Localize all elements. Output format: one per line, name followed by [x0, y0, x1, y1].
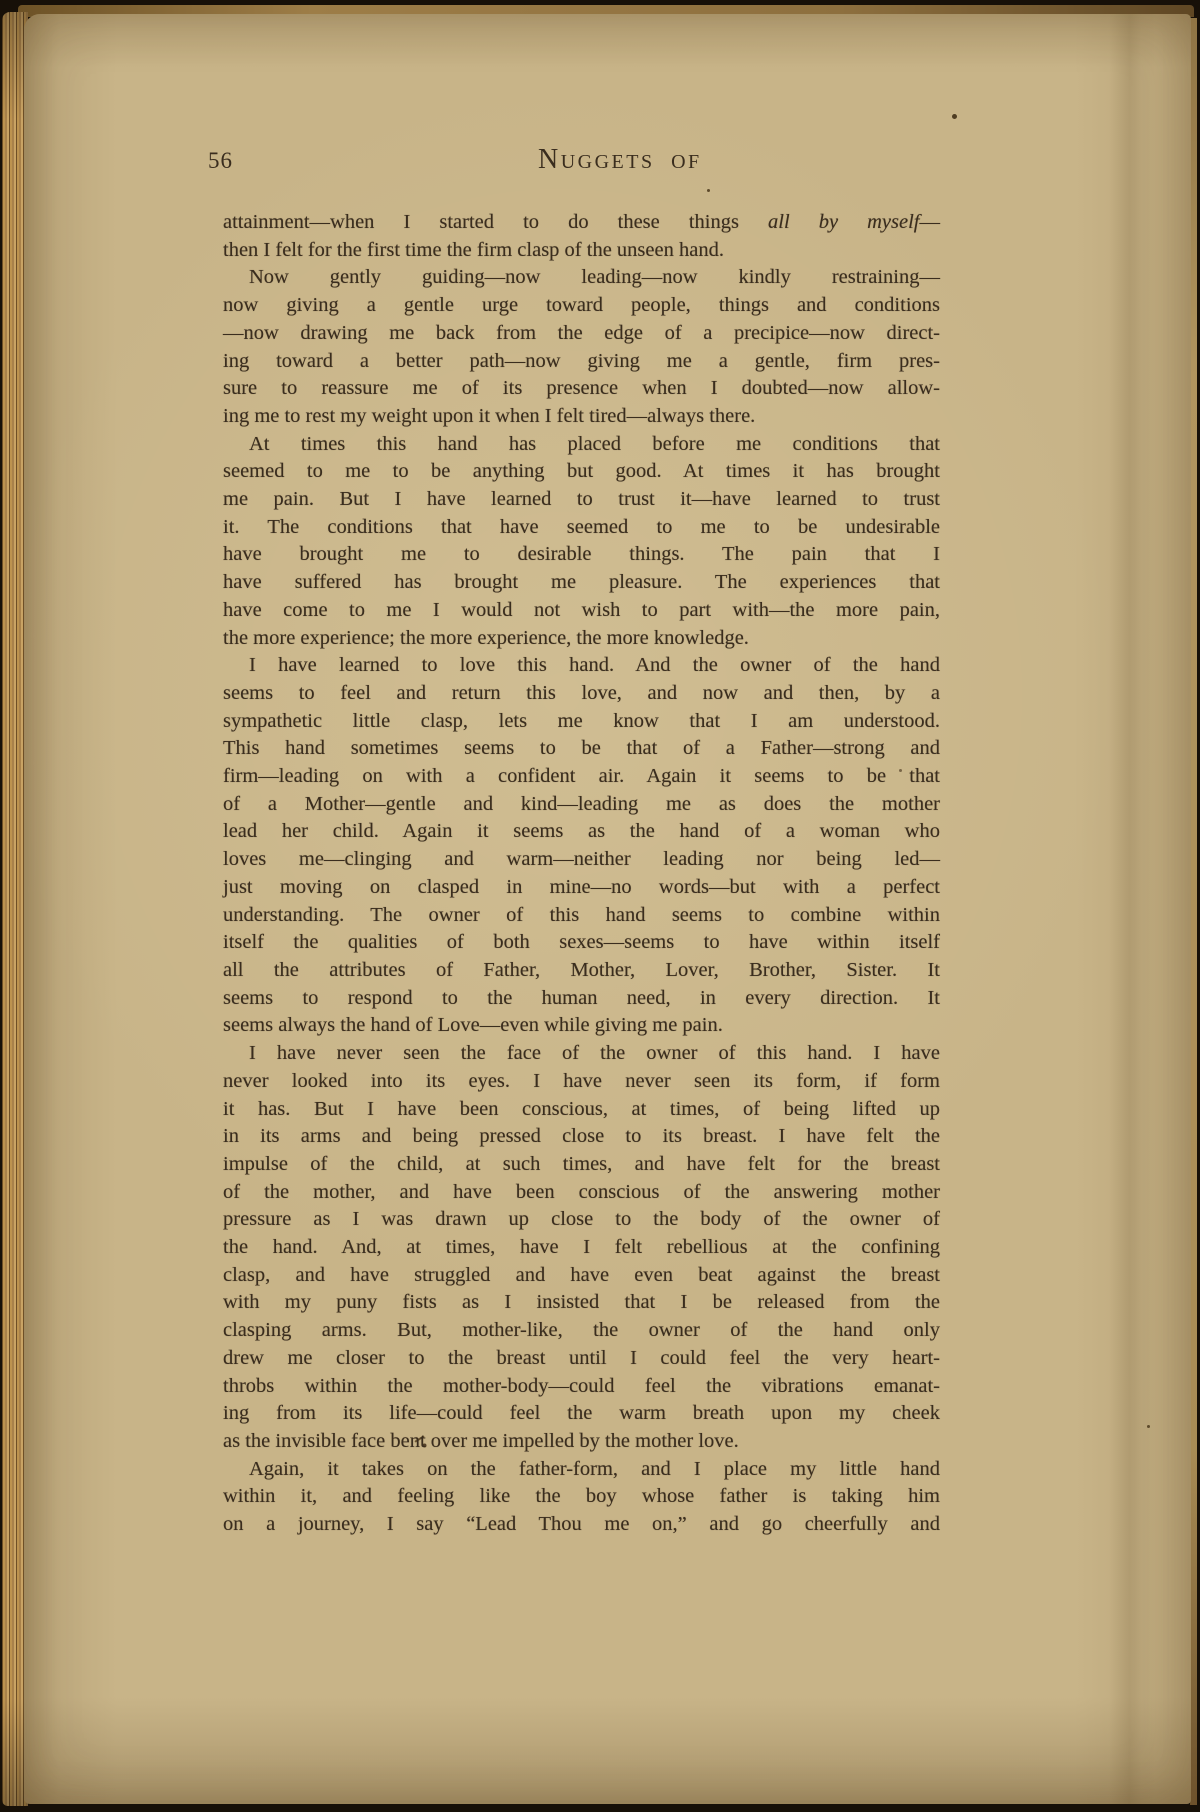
paper-specks: [24, 14, 27, 17]
text-line: seemed to me to be anything but good. At times it has brought: [223, 460, 940, 483]
running-header: Nuggets of: [538, 144, 702, 175]
text-line: At times this hand has placed before me conditions that: [249, 432, 940, 455]
text-line: attainment—when I started to do these things all by myself—: [223, 211, 940, 233]
text-line: Again, it takes on the father-form, and I place my little hand: [249, 1457, 940, 1480]
text-line: the hand. And, at times, have I felt rebellious at the confining: [223, 1236, 940, 1259]
text-line: me pain. But I have learned to trust it—have learned to trust: [223, 488, 940, 511]
text-line: loves me—clinging and warm—neither leading nor being led—: [223, 848, 940, 871]
text-line: all the attributes of Father, Mother, Lover, Brother, Sister. It: [223, 958, 940, 981]
text-line: pressure as I was drawn up close to the body of the owner of: [223, 1208, 940, 1231]
text-line: I have never seen the face of the owner of this hand. I have: [249, 1042, 940, 1065]
text-line: firm—leading on with a confident air. Again it seems to be that: [223, 765, 940, 788]
text-line: it has. But I have been conscious, at times, of being lifted up: [223, 1097, 940, 1120]
text-line: now giving a gentle urge toward people, things and conditions: [223, 294, 940, 317]
text-line: have brought me to desirable things. The pain that I: [223, 543, 940, 566]
text-line: drew me closer to the breast until I could feel the very heart-: [223, 1346, 940, 1369]
text-line: itself the qualities of both sexes—seems to have within itself: [223, 931, 940, 954]
text-line: sympathetic little clasp, lets me know that I am understood.: [223, 709, 940, 732]
text-line: then I felt for the first time the firm clasp of the unseen hand.: [223, 238, 724, 261]
text-line: just moving on clasped in mine—no words—but with a perfect: [223, 875, 940, 898]
text-line: in its arms and being pressed close to its breast. I have felt the: [223, 1125, 940, 1148]
text-line: ing from its life—could feel the warm breath upon my cheek: [223, 1402, 940, 1425]
text-line: Now gently guiding—now leading—now kindly restraining—: [249, 266, 940, 289]
text-line: understanding. The owner of this hand seems to combine within: [223, 903, 940, 926]
under-page-edge: [1190, 18, 1197, 1805]
text-line: ing me to rest my weight upon it when I felt tired—always there.: [223, 404, 756, 427]
text-line: This hand sometimes seems to be that of a Father—strong and: [223, 737, 940, 760]
text-line: on a journey, I say “Lead Thou me on,” and go cheerfully and: [223, 1513, 940, 1536]
paragraph: [223, 652, 940, 1040]
text-line: throbs within the mother-body—could feel the vibrations emanat-: [223, 1374, 940, 1397]
paragraph: [223, 264, 940, 430]
text-line: seems always the hand of Love—even while giving me pain.: [223, 1014, 723, 1037]
text-line: lead her child. Again it seems as the hand of a woman who: [223, 820, 940, 843]
text-line: it. The conditions that have seemed to me to be undesirable: [223, 515, 940, 538]
text-line: have suffered has brought me pleasure. The experiences that: [223, 571, 940, 594]
text-line: within it, and feeling like the boy whose father is taking him: [223, 1485, 940, 1508]
book-page: [24, 14, 1191, 1804]
paragraph: [223, 209, 940, 264]
text-line: I have learned to love this hand. And the owner of the hand: [249, 654, 940, 677]
text-line: of the mother, and have been conscious of the answering mother: [223, 1180, 940, 1203]
text-line: —now drawing me back from the edge of a precipice—now direct-: [223, 321, 940, 344]
text-line: with my puny fists as I insisted that I be released from the: [223, 1291, 940, 1314]
gutter-shadow: [1109, 14, 1155, 1804]
text-line: impulse of the child, at such times, and have felt for the breast: [223, 1152, 940, 1175]
text-line: clasp, and have struggled and have even beat against the breast: [223, 1263, 940, 1286]
paragraph: [223, 1040, 940, 1456]
text-line: never looked into its eyes. I have never seen its form, if form: [223, 1069, 940, 1092]
text-line: as the invisible face bent over me impelled by the mother love.: [223, 1429, 739, 1452]
paragraph: [223, 431, 940, 653]
text-line: seems to respond to the human need, in every direction. It: [223, 986, 940, 1009]
text-line: clasping arms. But, mother-like, the owner of the hand only: [223, 1319, 940, 1342]
text-line: ing toward a better path—now giving me a gentle, firm pres-: [223, 349, 940, 372]
text-line: seems to feel and return this love, and now and then, by a: [223, 681, 940, 704]
text-line: sure to reassure me of its presence when I doubted—now allow-: [223, 377, 940, 400]
text-line: have come to me I would not wish to part with—the more pain,: [223, 598, 940, 621]
text-line: of a Mother—gentle and kind—leading me as does the mother: [223, 792, 940, 815]
text-line: the more experience; the more experience, the more knowledge.: [223, 626, 749, 649]
page-number: 56: [208, 148, 233, 173]
paragraph: [223, 1456, 940, 1539]
page-body: [223, 209, 940, 1539]
